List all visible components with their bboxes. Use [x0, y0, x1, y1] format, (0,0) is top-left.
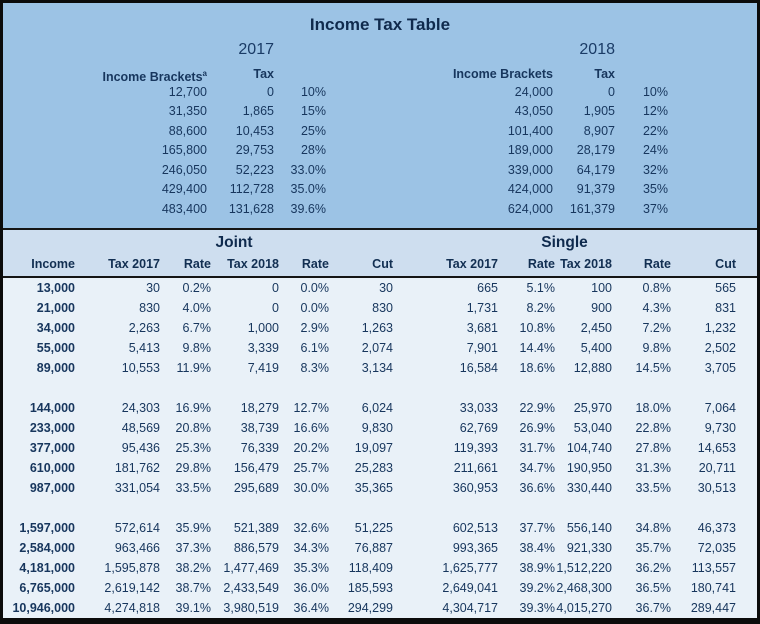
comparison-data-section [3, 278, 757, 618]
joint-tax-2018-header: Tax 2018 [227, 257, 279, 271]
bracket-cell-2018: 101,400 [507, 123, 553, 138]
bracket-cell-2018: 1,905 [583, 104, 615, 118]
data-cell: 36.5% [635, 581, 671, 595]
data-cell: 331,054 [114, 481, 160, 495]
data-cell: 556,140 [566, 521, 612, 535]
brackets-2017-header-text: Income Brackets [102, 70, 203, 85]
data-cell: 25,283 [354, 461, 393, 475]
bracket-cell-2017: 28% [300, 143, 326, 157]
data-cell: 6.7% [182, 321, 211, 335]
data-cell: 565 [715, 281, 736, 295]
column-header-row [3, 254, 757, 275]
data-cell: 36.4% [293, 601, 329, 615]
brackets-2018-header: Income Brackets [452, 67, 553, 81]
single-group-header: Single [541, 234, 588, 251]
bracket-cell-2017: 88,600 [168, 123, 207, 138]
bracket-cell-2018: 424,000 [507, 182, 553, 196]
bracket-cell-2017: 0 [267, 84, 274, 99]
joint-group-header: Joint [215, 234, 253, 251]
data-cell: 26.9% [519, 421, 555, 435]
bracket-tables [3, 63, 757, 219]
data-cell: 4,304,717 [442, 601, 498, 615]
bracket-cell-2018: 0 [608, 84, 615, 99]
single-tax-2017-header: Tax 2017 [446, 257, 498, 271]
data-cell: 1,477,469 [223, 561, 279, 575]
income-cell: 987,000 [29, 481, 75, 495]
bracket-cell-2017: 52,223 [235, 162, 274, 177]
bracket-cell-2018: 91,379 [576, 182, 615, 196]
data-cell: 16,584 [459, 361, 498, 375]
data-cell: 5.1% [526, 281, 555, 295]
data-cell: 2.9% [300, 321, 329, 335]
data-cell: 0.0% [300, 281, 329, 295]
income-cell: 610,000 [29, 461, 75, 475]
group-header-row [3, 232, 757, 254]
data-cell: 25,970 [573, 401, 612, 415]
group-spacer [3, 498, 736, 518]
data-cell: 33.5% [635, 481, 671, 495]
income-cell: 144,000 [29, 401, 75, 415]
data-cell: 29.8% [175, 461, 211, 475]
data-cell: 830 [139, 301, 160, 315]
data-cell: 4,015,270 [556, 601, 612, 615]
income-cell: 55,000 [36, 341, 75, 355]
year-2017-label: 2017 [238, 41, 274, 58]
bracket-cell-2018: 24% [642, 143, 668, 157]
data-cell: 34.7% [519, 461, 555, 475]
data-cell: 20.2% [293, 441, 329, 455]
data-cell: 1,595,878 [104, 561, 160, 575]
data-cell: 35.3% [293, 561, 329, 575]
income-cell: 377,000 [29, 441, 75, 455]
data-cell: 8.2% [526, 301, 555, 315]
data-cell: 993,365 [452, 541, 498, 555]
data-cell: 1,731 [466, 301, 498, 315]
data-cell: 38.4% [519, 541, 555, 555]
data-cell: 118,409 [348, 561, 393, 575]
data-cell: 20.8% [175, 421, 211, 435]
data-cell: 3,681 [466, 321, 498, 335]
data-cell: 48,569 [121, 421, 160, 435]
data-cell: 2,074 [361, 341, 393, 355]
data-cell: 5,413 [128, 341, 160, 355]
data-cell: 27.8% [635, 441, 671, 455]
bracket-cell-2017: 31,350 [168, 104, 207, 118]
income-cell: 10,946,000 [12, 601, 75, 615]
data-cell: 4,274,818 [104, 601, 160, 615]
data-cell: 0.2% [182, 281, 211, 295]
bracket-cell-2017: 35.0% [290, 182, 326, 196]
data-cell: 330,440 [566, 481, 612, 495]
data-cell: 11.9% [176, 361, 211, 375]
data-cell: 886,579 [233, 541, 279, 555]
data-cell: 35.7% [635, 541, 671, 555]
income-cell: 2,584,000 [19, 541, 75, 555]
data-cell: 25.3% [175, 441, 211, 455]
data-cell: 7,901 [466, 341, 498, 355]
joint-rate-2017-header: Rate [183, 257, 211, 271]
data-cell: 6,024 [361, 401, 393, 415]
bracket-cell-2017: 429,400 [161, 182, 207, 196]
data-cell: 2,619,142 [104, 581, 160, 595]
data-cell: 53,040 [573, 421, 612, 435]
income-cell: 6,765,000 [19, 581, 75, 595]
data-cell: 2,450 [580, 321, 612, 335]
data-cell: 0.8% [642, 281, 671, 295]
data-cell: 22.8% [635, 421, 671, 435]
income-cell: 34,000 [36, 321, 75, 335]
data-cell: 14.4% [519, 341, 555, 355]
joint-rate-2018-header: Rate [301, 257, 329, 271]
group-spacer [3, 378, 736, 398]
data-cell: 7.2% [642, 321, 671, 335]
data-cell: 190,950 [566, 461, 612, 475]
bracket-section [3, 3, 757, 228]
year-2018-label: 2018 [579, 41, 615, 58]
data-cell: 35.9% [175, 521, 211, 535]
income-cell: 13,000 [36, 281, 75, 295]
income-cell: 4,181,000 [19, 561, 75, 575]
data-cell: 7,419 [247, 361, 279, 375]
data-cell: 0 [272, 281, 279, 295]
data-cell: 33,033 [459, 401, 498, 415]
data-cell: 6.1% [300, 341, 329, 355]
data-cell: 921,330 [566, 541, 612, 555]
data-cell: 31.7% [519, 441, 555, 455]
bracket-cell-2018: 8,907 [583, 123, 615, 138]
bracket-cell-2018: 28,179 [576, 143, 615, 157]
data-cell: 9.8% [182, 341, 211, 355]
data-cell: 16.9% [175, 401, 211, 415]
data-cell: 18,279 [240, 401, 279, 415]
joint-tax-2017-header: Tax 2017 [108, 257, 160, 271]
bracket-cell-2018: 43,050 [514, 104, 553, 118]
data-cell: 572,614 [114, 521, 160, 535]
bracket-cell-2018: 161,379 [569, 201, 615, 216]
data-cell: 3,705 [704, 361, 736, 375]
data-cell: 14.5% [635, 361, 671, 375]
data-cell: 295,689 [233, 481, 279, 495]
income-cell: 1,597,000 [19, 521, 75, 535]
data-cell: 180,741 [690, 581, 736, 595]
data-cell: 33.5% [175, 481, 211, 495]
data-cell: 10,553 [121, 361, 160, 375]
data-cell: 30 [379, 281, 393, 295]
data-cell: 38,739 [240, 421, 279, 435]
bracket-cell-2018: 32% [642, 162, 668, 177]
data-cell: 12.7% [293, 401, 329, 415]
data-cell: 831 [715, 301, 736, 315]
single-rate-2018-header: Rate [643, 257, 671, 271]
data-cell: 156,479 [233, 461, 279, 475]
data-cell: 2,649,041 [442, 581, 498, 595]
data-cell: 18.0% [635, 401, 671, 415]
bracket-cell-2017: 39.6% [290, 201, 326, 216]
bracket-cell-2018: 339,000 [507, 162, 553, 177]
comparison-rows [3, 278, 757, 618]
data-cell: 76,339 [240, 441, 279, 455]
bracket-cell-2018: 22% [642, 123, 668, 138]
data-cell: 95,436 [121, 441, 160, 455]
data-cell: 2,502 [704, 341, 736, 355]
bracket-cell-2017: 12,700 [168, 84, 207, 99]
data-cell: 113,557 [691, 561, 736, 575]
data-cell: 185,593 [347, 581, 393, 595]
bracket-cell-2018: 35% [642, 182, 668, 196]
bracket-cell-2017: 10% [300, 84, 326, 99]
data-cell: 32.6% [293, 521, 329, 535]
data-cell: 36.0% [293, 581, 329, 595]
bracket-cell-2017: 33.0% [290, 162, 326, 177]
comparison-header-band [3, 230, 757, 276]
data-cell: 104,740 [566, 441, 612, 455]
tax-2018-header: Tax [594, 67, 615, 81]
data-cell: 2,263 [128, 321, 160, 335]
data-cell: 39.2% [519, 581, 555, 595]
bracket-cell-2017: 112,728 [229, 182, 274, 196]
single-tax-2018-header: Tax 2018 [560, 257, 612, 271]
data-cell: 8.3% [300, 361, 329, 375]
bracket-cell-2018: 37% [642, 201, 668, 216]
bracket-cell-2017: 483,400 [161, 201, 207, 216]
data-cell: 289,447 [690, 601, 736, 615]
data-cell: 19,097 [354, 441, 393, 455]
data-cell: 31.3% [635, 461, 671, 475]
data-cell: 2,433,549 [223, 581, 279, 595]
data-cell: 100 [591, 281, 612, 295]
data-cell: 37.3% [175, 541, 211, 555]
data-cell: 34.8% [635, 521, 671, 535]
data-cell: 9.8% [642, 341, 671, 355]
data-cell: 39.3% [519, 601, 555, 615]
data-cell: 0 [272, 301, 279, 315]
data-cell: 38.7% [175, 581, 211, 595]
data-cell: 4.3% [642, 301, 671, 315]
single-cut-header: Cut [715, 257, 736, 271]
data-cell: 4.0% [182, 301, 211, 315]
bracket-cell-2017: 165,800 [161, 143, 207, 157]
bracket-cell-2017: 10,453 [235, 123, 274, 138]
bracket-cell-2017: 1,865 [242, 104, 274, 118]
data-cell: 51,225 [354, 521, 393, 535]
bracket-cell-2017: 131,628 [228, 201, 274, 216]
data-cell: 294,299 [347, 601, 393, 615]
data-cell: 1,263 [361, 321, 393, 335]
data-cell: 521,389 [233, 521, 279, 535]
data-cell: 37.7% [519, 521, 555, 535]
data-cell: 963,466 [114, 541, 160, 555]
income-cell: 21,000 [36, 301, 75, 315]
data-cell: 5,400 [580, 341, 612, 355]
data-cell: 181,762 [114, 461, 160, 475]
tax-2017-header: Tax [253, 67, 274, 81]
data-cell: 30.0% [293, 481, 329, 495]
data-cell: 76,887 [354, 541, 393, 555]
data-cell: 10.8% [519, 321, 555, 335]
data-cell: 3,980,519 [223, 601, 279, 615]
income-cell: 233,000 [29, 421, 75, 435]
data-cell: 3,134 [361, 361, 393, 375]
year-row [3, 37, 757, 63]
bracket-cell-2018: 189,000 [507, 143, 553, 157]
data-cell: 830 [372, 301, 393, 315]
data-cell: 30,513 [697, 481, 736, 495]
bracket-cell-2017: 29,753 [235, 143, 274, 157]
data-cell: 211,661 [453, 461, 498, 475]
data-cell: 62,769 [459, 421, 498, 435]
data-cell: 1,512,220 [556, 561, 612, 575]
data-cell: 46,373 [697, 521, 736, 535]
data-cell: 14,653 [697, 441, 736, 455]
data-cell: 20,711 [698, 461, 736, 475]
single-rate-2017-header: Rate [527, 257, 555, 271]
data-cell: 602,513 [452, 521, 498, 535]
joint-cut-header: Cut [372, 257, 393, 271]
data-cell: 665 [477, 281, 498, 295]
income-cell: 89,000 [36, 361, 75, 375]
data-cell: 25.7% [293, 461, 329, 475]
data-cell: 1,625,777 [442, 561, 498, 575]
data-cell: 7,064 [704, 401, 736, 415]
data-cell: 72,035 [697, 541, 736, 555]
data-cell: 39.1% [175, 601, 211, 615]
bracket-cell-2018: 624,000 [507, 201, 553, 216]
data-cell: 2,468,300 [556, 581, 612, 595]
footnote-marker: a [202, 69, 207, 78]
data-cell: 34.3% [293, 541, 329, 555]
bracket-cell-2018: 12% [642, 104, 668, 118]
data-cell: 38.2% [175, 561, 211, 575]
data-cell: 900 [591, 301, 612, 315]
data-cell: 360,953 [452, 481, 498, 495]
data-cell: 12,880 [573, 361, 612, 375]
data-cell: 0.0% [300, 301, 329, 315]
data-cell: 36.2% [635, 561, 671, 575]
bracket-cell-2017: 246,050 [161, 162, 207, 177]
data-cell: 3,339 [247, 341, 279, 355]
data-cell: 1,232 [704, 321, 736, 335]
data-cell: 38.9% [519, 561, 555, 575]
income-column-header: Income [31, 257, 75, 271]
data-cell: 9,730 [704, 421, 736, 435]
data-cell: 36.7% [635, 601, 671, 615]
bracket-cell-2017: 15% [300, 104, 326, 118]
data-cell: 119,393 [453, 441, 498, 455]
bracket-cell-2018: 64,179 [576, 162, 615, 177]
data-cell: 30 [146, 281, 160, 295]
data-cell: 36.6% [519, 481, 555, 495]
data-cell: 16.6% [293, 421, 329, 435]
data-cell: 24,303 [121, 401, 160, 415]
bracket-cell-2018: 24,000 [514, 84, 553, 99]
bracket-cell-2017: 25% [300, 123, 326, 138]
page-title: Income Tax Table [309, 15, 451, 34]
data-cell: 18.6% [519, 361, 555, 375]
data-cell: 35,365 [354, 481, 393, 495]
data-cell: 22.9% [519, 401, 555, 415]
data-cell: 1,000 [247, 321, 279, 335]
bracket-cell-2018: 10% [642, 84, 668, 99]
data-cell: 9,830 [361, 421, 393, 435]
